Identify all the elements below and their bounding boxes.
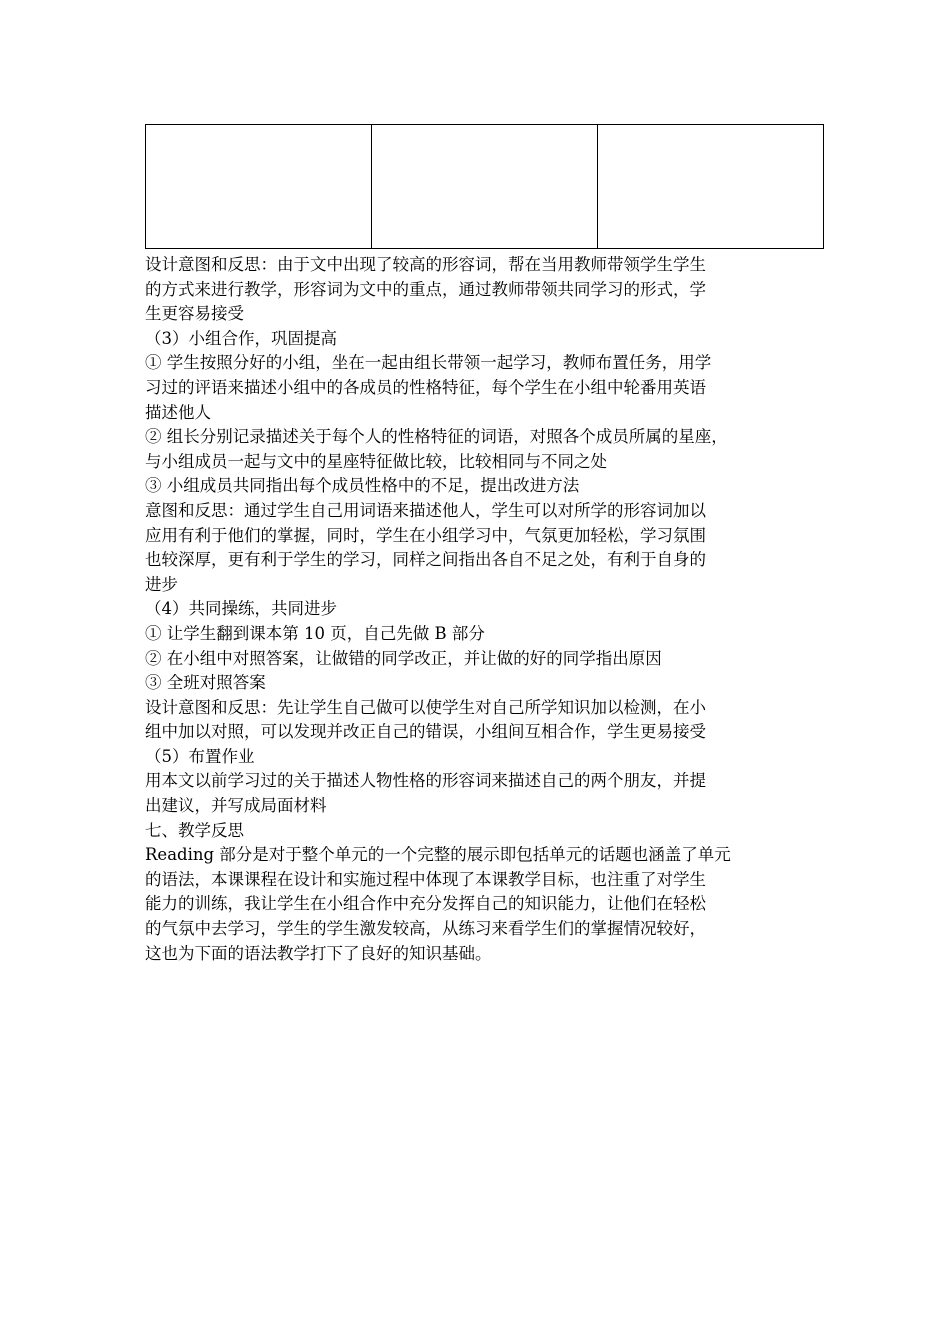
list-item: ③ 全班对照答案 — [145, 673, 266, 693]
text-line: 进步 — [145, 574, 178, 594]
text-line: 意图和反思：通过学生自己用词语来描述他人，学生可以对所学的形容词加以 — [145, 500, 706, 520]
text-line: 生更容易接受 — [145, 304, 244, 324]
section-heading-4: （4）共同操练，共同进步 — [145, 599, 337, 619]
text-line: 的语法，本课课程在设计和实施过程中体现了本课教学目标，也注重了对学生 — [145, 869, 706, 889]
empty-table — [145, 124, 824, 249]
section-heading-3: （3）小组合作，巩固提高 — [145, 328, 337, 348]
list-item: ① 学生按照分好的小组，坐在一起由组长带领一起学习，教师布置任务，用学 — [145, 353, 712, 373]
text-line: 的气氛中去学习，学生的学生激发较高，从练习来看学生们的掌握情况较好， — [145, 919, 706, 939]
text-line: 出建议，并写成局面材料 — [145, 796, 327, 816]
text-line: 这也为下面的语法教学打下了良好的知识基础。 — [145, 943, 492, 963]
list-item: ② 在小组中对照答案，让做错的同学改正，并让做的好的同学指出原因 — [145, 648, 662, 668]
document-body — [145, 253, 810, 966]
text-line: 设计意图和反思：先让学生自己做可以使学生对自己所学知识加以检测，在小 — [145, 697, 706, 717]
table-row — [146, 125, 824, 249]
table-cell-3 — [598, 125, 824, 249]
table-cell-1 — [146, 125, 372, 249]
text-line: 习过的评语来描述小组中的各成员的性格特征，每个学生在小组中轮番用英语 — [145, 377, 706, 397]
table-cell-2 — [372, 125, 598, 249]
text-line: 能力的训练，我让学生在小组合作中充分发挥自己的知识能力，让他们在轻松 — [145, 894, 706, 914]
text-line: 用本文以前学习过的关于描述人物性格的形容词来描述自己的两个朋友，并提 — [145, 771, 706, 791]
text-line: 也较深厚，更有利于学生的学习，同样之间指出各自不足之处，有利于自身的 — [145, 550, 706, 570]
text-line: 应用有利于他们的掌握，同时，学生在小组学习中，气氛更加轻松，学习氛围 — [145, 525, 706, 545]
text-line: 的方式来进行教学，形容词为文中的重点，通过教师带领共同学习的形式，学 — [145, 279, 706, 299]
section-heading-5: （5）布置作业 — [145, 746, 255, 766]
text-line: Reading 部分是对于整个单元的一个完整的展示即包括单元的话题也涵盖了单元 — [145, 845, 731, 865]
text-line: 描述他人 — [145, 402, 211, 422]
text-line: 与小组成员一起与文中的星座特征做比较，比较相同与不同之处 — [145, 451, 607, 471]
list-item: ① 让学生翻到课本第 10 页，自己先做 B 部分 — [145, 623, 485, 643]
section-heading-7: 七、教学反思 — [145, 820, 244, 840]
list-item: ② 组长分别记录描述关于每个人的性格特征的词语，对照各个成员所属的星座， — [145, 427, 728, 447]
text-line: 设计意图和反思：由于文中出现了较高的形容词，帮在当用教师带领学生学生 — [145, 255, 706, 274]
list-item: ③ 小组成员共同指出每个成员性格中的不足，提出改进方法 — [145, 476, 580, 496]
text-line: 组中加以对照，可以发现并改正自己的错误，小组间互相合作，学生更易接受 — [145, 722, 706, 742]
